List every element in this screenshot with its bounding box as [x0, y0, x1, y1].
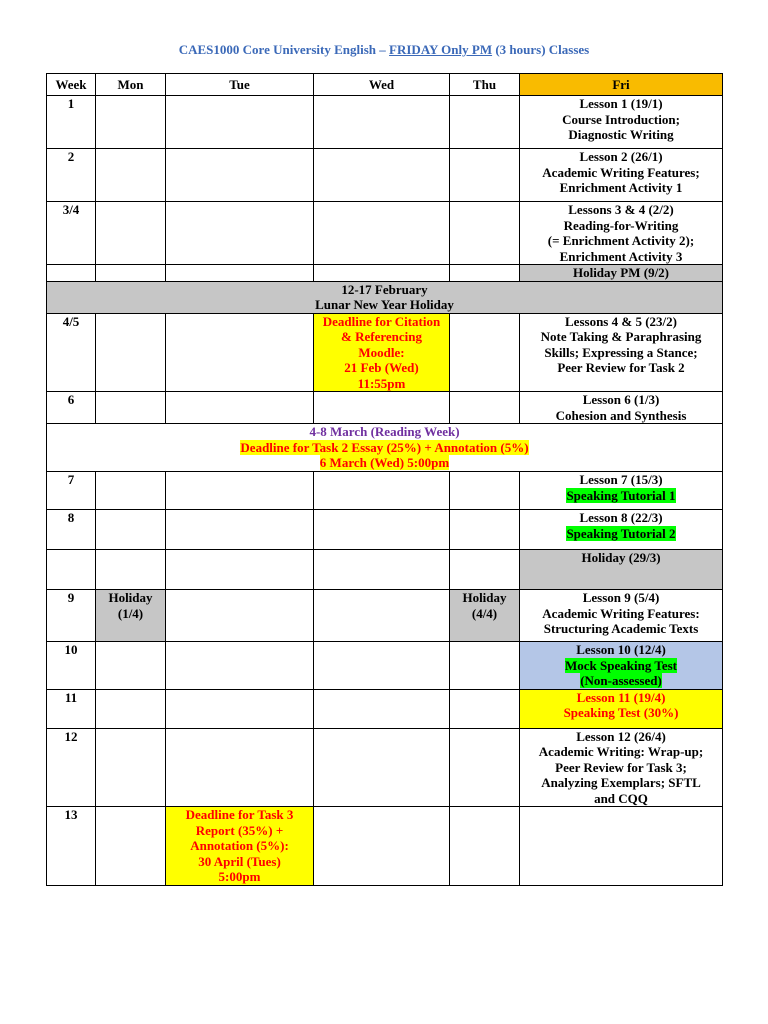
lunar-new-year-banner: 12-17 February Lunar New Year Holiday — [47, 281, 723, 313]
table-row — [47, 689, 723, 728]
fri-cell: Lesson 9 (5/4) Academic Writing Features: Structuring Academic Texts — [520, 590, 723, 642]
fri-cell: Lesson 6 (1/3) Cohesion and Synthesis — [520, 392, 723, 424]
fri-cell: Lesson 7 (15/3) Speaking Tutorial 1 — [520, 472, 723, 510]
table-row — [47, 313, 723, 392]
fri-cell: Lesson 2 (26/1) Academic Writing Features; Enrichment Activity 1 — [520, 149, 723, 202]
table-row — [47, 590, 723, 642]
table-row — [47, 265, 723, 282]
table-row — [47, 424, 723, 472]
table-row — [47, 149, 723, 202]
week-cell: 3/4 — [47, 202, 96, 265]
schedule-table — [46, 73, 723, 886]
table-row — [47, 281, 723, 313]
title-course: CAES1000 Core University English – — [178, 42, 390, 57]
table-row — [47, 550, 723, 590]
fri-cell: Lesson 8 (22/3) Speaking Tutorial 2 — [520, 510, 723, 550]
week-cell: 6 — [47, 392, 96, 424]
table-row — [47, 392, 723, 424]
mon-holiday-cell: Holiday (1/4) — [96, 590, 166, 642]
table-row — [47, 807, 723, 886]
table-row — [47, 510, 723, 550]
table-row — [47, 96, 723, 149]
task2-deadline: Deadline for Task 2 Essay (25%) + Annotation (5%) — [240, 439, 529, 455]
speaking-tutorial-2: Speaking Tutorial 2 — [566, 525, 676, 541]
holiday-pm-cell: Holiday PM (9/2) — [520, 265, 723, 282]
week-cell: 13 — [47, 807, 96, 886]
week-cell: 1 — [47, 96, 96, 149]
header-row — [47, 74, 723, 96]
fri-cell: Lesson 1 (19/1) Course Introduction; Diagnostic Writing — [520, 96, 723, 149]
speaking-test-cell: Lesson 11 (19/4) Speaking Test (30%) — [520, 689, 723, 728]
week-cell: 12 — [47, 728, 96, 807]
fri-cell: Lessons 3 & 4 (2/2) Reading-for-Writing (= Enrichment Activity 2); Enrichment Activity 3 — [520, 202, 723, 265]
week-cell: 8 — [47, 510, 96, 550]
header-week: Week — [47, 74, 96, 96]
fri-cell: Lesson 10 (12/4) Mock Speaking Test (Non-assessed) — [520, 642, 723, 690]
header-tue: Tue — [166, 74, 314, 96]
speaking-tutorial-1: Speaking Tutorial 1 — [566, 487, 676, 503]
holiday-fri-cell: Holiday (29/3) — [520, 550, 723, 590]
week-cell: 10 — [47, 642, 96, 690]
week-cell: 2 — [47, 149, 96, 202]
header-fri: Fri — [520, 74, 723, 96]
citation-deadline-cell: Deadline for Citation & Referencing Moodle: 21 Feb (Wed) 11:55pm — [314, 313, 450, 392]
header-wed: Wed — [314, 74, 450, 96]
header-mon: Mon — [96, 74, 166, 96]
reading-week-banner: 4-8 March (Reading Week) Deadline for Task 2 Essay (25%) + Annotation (5%) 6 March (Wed) 5:00pm — [47, 424, 723, 472]
table-row — [47, 472, 723, 510]
page-title — [0, 42, 768, 58]
task2-deadline-date: 6 March (Wed) 5:00pm — [319, 455, 450, 470]
fri-cell: Lesson 12 (26/4) Academic Writing: Wrap-up; Peer Review for Task 3; Analyzing Exemplars; SFTL and CQQ — [520, 728, 723, 807]
week-cell: 4/5 — [47, 313, 96, 392]
table-row — [47, 202, 723, 265]
title-suffix: (3 hours) Classes — [492, 42, 590, 57]
title-friday-only: FRIDAY Only PM — [389, 42, 493, 57]
week-cell: 9 — [47, 590, 96, 642]
header-thu: Thu — [450, 74, 520, 96]
week-cell: 7 — [47, 472, 96, 510]
task3-deadline-cell: Deadline for Task 3 Report (35%) + Annotation (5%): 30 April (Tues) 5:00pm — [166, 807, 314, 886]
thu-holiday-cell: Holiday (4/4) — [450, 590, 520, 642]
table-row — [47, 728, 723, 807]
week-cell: 11 — [47, 689, 96, 728]
mock-speaking-test: Mock Speaking Test — [565, 657, 677, 673]
fri-cell: Lessons 4 & 5 (23/2) Note Taking & Paraphrasing Skills; Expressing a Stance; Peer Review for Task 2 — [520, 313, 723, 392]
table-row — [47, 642, 723, 690]
